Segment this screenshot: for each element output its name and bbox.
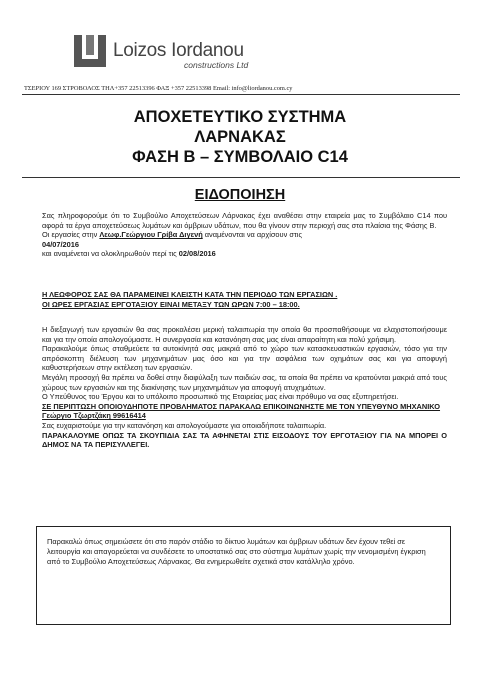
title-divider	[22, 177, 460, 178]
contact-engineer-line: ΣΕ ΠΕΡΙΠΤΩΣΗ ΟΠΟΙΟΥΔΗΠΟΤΕ ΠΡΟΒΛΗΜΑΤΟΣ ΠΑΡΑΚΑΛΩ ΕΠΙΚΟΙΝΩΝΗΣΤΕ ΜΕ ΤΟΝ ΥΠΕΥΘΥΝΟ ΜΗΧΑΝΙΚΟ Γεώργιο Τζωρτζάκη 99616414	[42, 401, 441, 421]
closure-section	[42, 290, 447, 309]
main-body	[42, 325, 447, 450]
body-paragraph-3: Μεγάλη προσοχή θα πρέπει να δοθεί στην διαφύλαξη των παιδιών σας, τα οποία θα πρέπει να κρατούνται μακριά από τους χώρους των εργασιών και της διακίνησης των μηχανημάτων για αποφυγή ατυχημάτων.	[42, 372, 447, 392]
notice-heading: ΕΙΔΟΠΟΙΗΣΗ	[194, 187, 286, 203]
boxed-note	[36, 526, 451, 625]
intro-section	[42, 211, 447, 259]
end-date: 02/08/2016	[178, 249, 216, 259]
company-logo-icon	[74, 33, 110, 69]
closure-line-2: ΟΙ ΩΡΕΣ ΕΡΓΑΣΙΑΣ ΕΡΓΟΤΑΞΙΟΥ ΕΙΝΑΙ ΜΕΤΑΞΥ ΤΩΝ ΩΡΩΝ 7:00 – 18:00.	[42, 299, 300, 309]
boxed-note-text: Παρακαλώ όπως σημειώσετε ότι στο παρόν στάδιο το δίκτυο λυμάτων και όμβριων υδάτων δεν έχουν τεθεί σε λειτουργία και απαγορεύεται να συνδέσετε το υποστατικό σας στο σύστημα λυμάτων χωρίς την νενομισμένη έγκριση από το Συμβούλιο Αποχετεύσεως Λάρνακας. Θα ενημερωθείτε σχετικά στον κατάλληλο χρόνο.	[47, 537, 426, 566]
start-date: 04/07/2016	[42, 239, 79, 249]
header-divider	[22, 94, 460, 95]
company-subtitle: constructions Ltd	[184, 60, 249, 70]
body-paragraph-2: Παρακαλούμε όπως σταθμεύετε τα αυτοκίνητά σας μακριά από το χώρο των κατασκευαστικών εργασιών, τόσο για την απρόσκοπτη διέλευση των μηχανημάτων μας όσο και για την ασφάλεια των οχημάτων σας και για αποφυγή καθυστερήσεων στην εκτέλεση των εργασιών.	[42, 344, 447, 373]
address-line: ΤΣΕΡΙΟΥ 169 ΣΤΡΟΒΟΛΟΣ ΤΗΛ+357 22513396 ΦΑΞ +357 22513398 Email: info@liordanou.com.cy	[24, 85, 293, 92]
title-line-1: ΑΠΟΧΕΤΕΥΤΙΚΟ ΣΥΣΤΗΜΑ	[133, 108, 347, 126]
title-line-3: ΦΑΣΗ Β – ΣΥΜΒΟΛΑΙΟ C14	[132, 148, 348, 166]
intro-end-line	[42, 249, 447, 259]
body-paragraph-1: Η διεξαγωγή των εργασιών θα σας προκαλέσει μερική ταλαιπωρία την οποία θα προσπαθήσουμε να ελαχιστοποιήσουμε και για την οποία απολογούμαστε. Η συνεργασία και κατανόηση σας μας είναι απαραίτητη και πολύ χρήσιμη.	[42, 325, 447, 344]
garbage-notice: ΠΑΡΑΚΑΛΟΥΜΕ ΟΠΩΣ ΤΑ ΣΚΟΥΠΙΔΙΑ ΣΑΣ ΤΑ ΑΦΗΝΕΤΑΙ ΣΤΙΣ ΕΙΣΟΔΟΥΣ ΤΟΥ ΕΡΓΟΤΑΞΙΟΥ ΓΙΑ ΝΑ ΜΠΟΡΕΙ Ο ΔΗΜΟΣ ΝΑ ΤΑ ΠΕΡΙΣΥΛΛΕΓΕΙ.	[42, 430, 447, 450]
company-name: Loizos Iordanou	[113, 40, 244, 61]
street-name: Λεωφ.Γεώργιου Γρίβα Διγενή	[99, 230, 203, 240]
intro-start-line	[42, 230, 447, 240]
body-paragraph-4: Ο Υπεύθυνος του Έργου και το υπόλοιπο προσωπικό της Εταιρείας μας είναι πρόθυμο να σας εξυπηρετήσει.	[42, 392, 399, 402]
closure-line-1: Η ΛΕΩΦΟΡΟΣ ΣΑΣ ΘΑ ΠΑΡΑΜΕΙΝΕΙ ΚΛΕΙΣΤΗ ΚΑΤΑ ΤΗΝ ΠΕΡΙΟΔΟ ΤΩΝ ΕΡΓΑΣΙΩΝ .	[42, 290, 338, 299]
intro-paragraph: Σας πληροφορούμε ότι το Συμβούλιο Αποχετεύσεων Λάρνακας έχει αναθέσει στην εταιρεία μας το Συμβόλαιο C14 που αφορά τα έργα αποχετεύσεως λυμάτων και όμβριων υδάτων, που θα γίνουν στην περιοχή σας στα πλαίσια της Φάσης Β.	[42, 211, 447, 230]
thanks-paragraph: Σας ευχαριστούμε για την κατανόηση και απολογούμαστε για οποιαδήποτε ταλαιπωρία.	[42, 420, 327, 430]
intro-start-mid: αναμένονται να αρχίσουν στις	[202, 230, 303, 240]
intro-start-prefix: Οι εργασίες στην	[42, 230, 100, 240]
notice-heading-wrap	[0, 186, 480, 204]
intro-end-prefix: και αναμένεται να ολοκληρωθούν περί τις	[42, 249, 179, 259]
title-line-2: ΛΑΡΝΑΚΑΣ	[194, 128, 286, 146]
